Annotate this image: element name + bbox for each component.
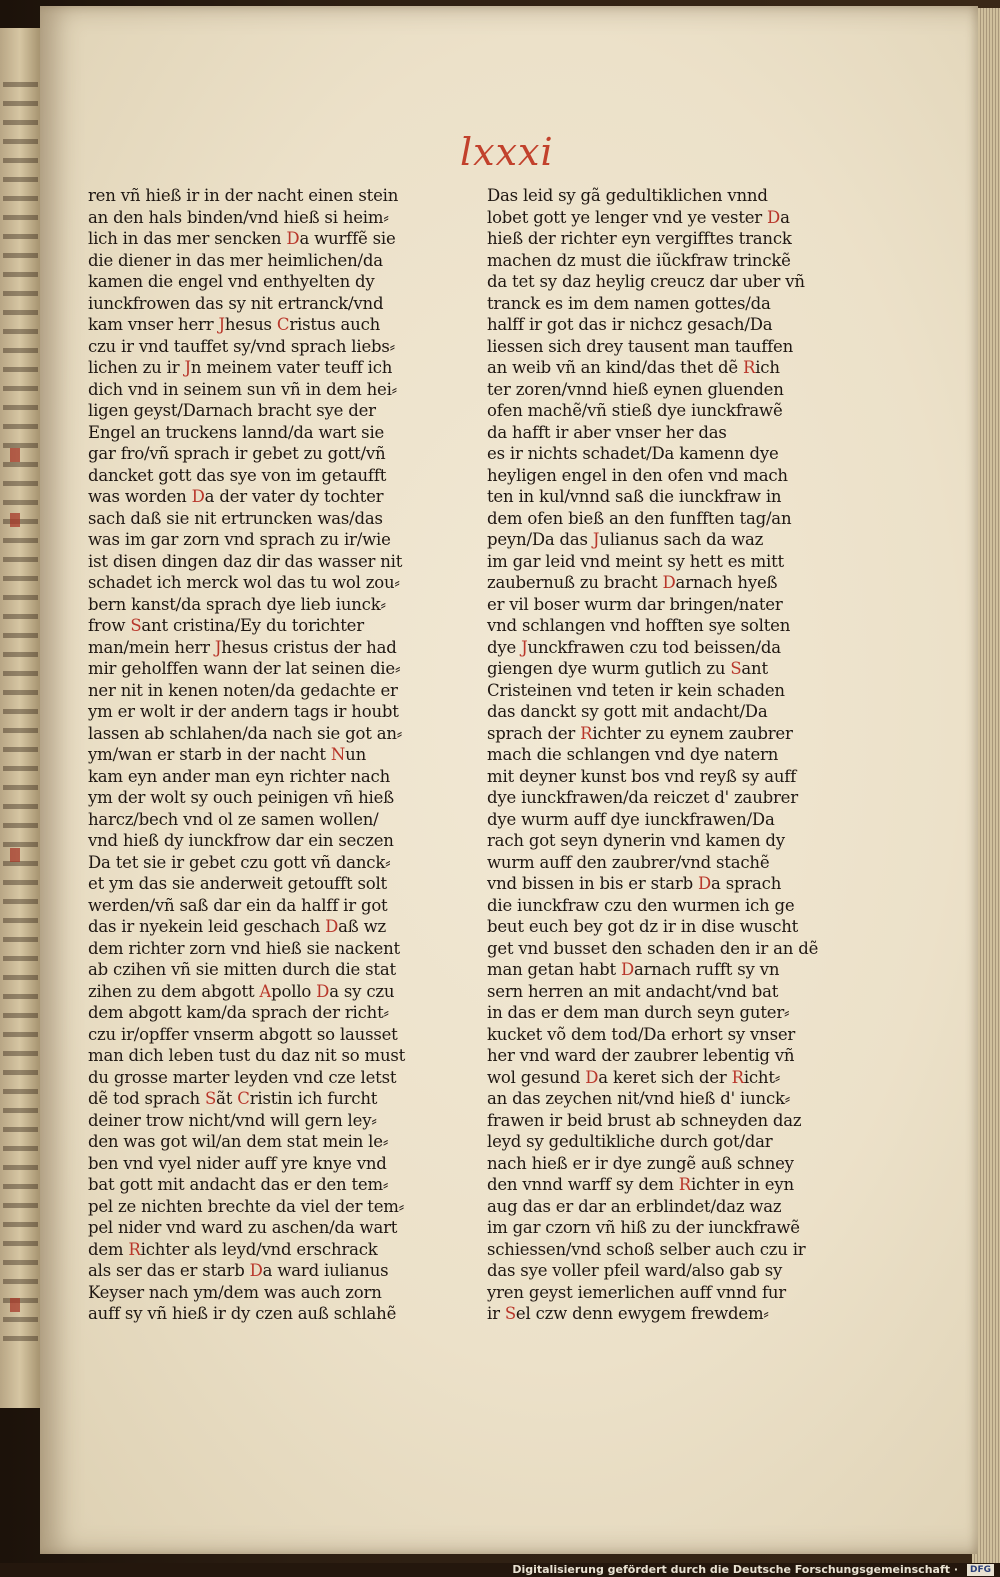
text-line: man/mein herr Jhesus cristus der had <box>88 637 397 657</box>
text-line: ren vñ hieß ir in der nacht einen stein <box>88 186 399 205</box>
text-line: beut euch bey got dz ir in dise wuscht <box>487 917 799 936</box>
text-line: da hafft ir aber vnser her das <box>487 422 727 442</box>
text-line: dye wurm auff dye iunckfrawen/Da <box>487 809 775 829</box>
text-line: dẽ tod sprach Sãt Cristin ich furcht <box>88 1089 378 1108</box>
text-line: ten in kul/vnnd saß die iunckfraw in <box>487 487 782 506</box>
previous-page-rubric-mark <box>10 513 20 527</box>
text-line: vnd bissen in bis er starb Da sprach <box>487 874 782 893</box>
text-line: dem richter zorn vnd hieß sie nackent <box>88 938 400 958</box>
text-line: Da tet sie ir gebet czu gott vñ danck⸗ <box>88 852 391 872</box>
text-line: an weib vñ an kind/das thet dẽ Rich <box>487 358 780 377</box>
text-line: et ym das sie anderweit getoufft solt <box>88 874 387 893</box>
text-line: liessen sich drey tausent man tauffen <box>487 336 794 356</box>
text-line: pel nider vnd ward zu aschen/da wart <box>88 1218 398 1237</box>
text-line: bat gott mit andacht das er den tem⸗ <box>88 1175 389 1194</box>
text-line: werden/vñ saß dar ein da halff ir got <box>88 895 388 915</box>
text-line: yren geyst iemerlichen auff vnnd fur <box>487 1282 786 1302</box>
text-line: aug das er dar an erblindet/daz waz <box>487 1196 782 1216</box>
text-line: ter zoren/vnnd hieß eynen gluenden <box>487 379 784 399</box>
text-line: frow Sant cristina/Ey du torichter <box>88 616 364 635</box>
text-line: da tet sy daz heylig creucz dar uber vñ <box>487 272 805 291</box>
text-line: lich in das mer sencken Da wurffẽ sie <box>88 229 396 248</box>
text-line: sern herren an mit andacht/vnd bat <box>487 981 779 1001</box>
text-line: kucket võ dem tod/Da erhort sy vnser <box>487 1024 796 1044</box>
text-line: sprach der Richter zu eynem zaubrer <box>487 723 793 743</box>
text-line: schiessen/vnd schoß selber auch czu ir <box>487 1239 806 1259</box>
text-line: ym er wolt ir der andern tags ir houbt <box>88 702 399 721</box>
right-text-column <box>487 185 822 1325</box>
text-line: du grosse marter leyden vnd cze letst <box>88 1067 397 1087</box>
text-line: ner nit in kenen noten/da gedachte er <box>88 680 398 700</box>
text-line: was worden Da der vater dy tochter <box>88 487 384 506</box>
previous-page-rubric-mark <box>10 448 20 462</box>
text-line: das danckt sy gott mit andacht/Da <box>487 702 768 721</box>
text-line: das sye voller pfeil ward/also gab sy <box>487 1261 783 1280</box>
text-line: die iunckfraw czu den wurmen ich ge <box>487 895 795 915</box>
text-line: mir geholffen wann der lat seinen die⸗ <box>88 659 401 678</box>
text-line: ofen machẽ/vñ stieß dye iunckfrawẽ <box>487 401 783 420</box>
text-line: Das leid sy gã gedultiklichen vnnd <box>487 186 768 205</box>
text-line: mach die schlangen vnd dye natern <box>487 745 779 764</box>
text-line: was im gar zorn vnd sprach zu ir/wie <box>88 530 391 549</box>
previous-page-rubric-mark <box>10 848 20 862</box>
text-line: bern kanst/da sprach dye lieb iunck⸗ <box>88 594 386 614</box>
text-line: czu ir/opffer vnserm abgott so lausset <box>88 1024 398 1044</box>
text-line: get vnd busset den schaden den ir an dẽ <box>487 938 819 958</box>
text-line: hieß der richter eyn vergifftes tranck <box>487 229 792 248</box>
text-line: den vnnd warff sy dem Richter in eyn <box>487 1175 794 1194</box>
text-line: Cristeinen vnd teten ir kein schaden <box>487 680 785 700</box>
text-line: er vil boser wurm dar bringen/nater <box>487 594 783 614</box>
text-line: vnd hieß dy iunckfrow dar ein seczen <box>88 831 394 850</box>
text-line: dich vnd in seinem sun vñ in dem hei⸗ <box>88 379 397 399</box>
text-line: es ir nichts schadet/Da kamenn dye <box>487 444 779 463</box>
text-line: machen dz must die iũckfraw trinckẽ <box>487 250 791 270</box>
text-line: vnd schlangen vnd hofften sye solten <box>487 616 791 635</box>
text-line: ab czihen vñ sie mitten durch die stat <box>88 960 396 979</box>
text-line: ben vnd vyel nider auff yre knye vnd <box>88 1153 387 1173</box>
text-line: man getan habt Darnach rufft sy vn <box>487 960 780 979</box>
previous-page-rubric-mark <box>10 1298 20 1312</box>
text-line: kam vnser herr Jhesus Cristus auch <box>88 315 381 334</box>
text-line: dem ofen bieß an den funfften tag/an <box>487 508 792 528</box>
text-line: ir Sel czw denn ewygem frewdem⸗ <box>487 1304 769 1323</box>
previous-page-text-bleed <box>3 68 38 1348</box>
text-line: nach hieß er ir dye zungẽ auß schney <box>487 1153 794 1173</box>
text-line: das ir nyekein leid geschach Daß wz <box>88 917 387 936</box>
text-line: in das er dem man durch seyn guter⸗ <box>487 1003 790 1022</box>
text-line: dye iunckfrawen/da reiczet d' zaubrer <box>487 788 798 807</box>
folio-number: lxxxi <box>460 130 554 174</box>
text-line: deiner trow nicht/vnd will gern ley⸗ <box>88 1110 377 1130</box>
text-line: giengen dye wurm gutlich zu Sant <box>487 659 768 678</box>
text-line: lobet gott ye lenger vnd ye vester Da <box>487 207 790 227</box>
text-line: Keyser nach ym/dem was auch zorn <box>88 1282 382 1302</box>
text-line: dye Junckfrawen czu tod beissen/da <box>487 637 781 657</box>
text-line: halff ir got das ir nichcz gesach/Da <box>487 315 773 334</box>
text-line: ligen geyst/Darnach bracht sye der <box>88 401 376 420</box>
text-line: auff sy vñ hieß ir dy czen auß schlahẽ <box>88 1304 397 1323</box>
text-line: schadet ich merck wol das tu wol zou⸗ <box>88 573 400 592</box>
text-line: leyd sy gedultikliche durch got/dar <box>487 1132 773 1151</box>
text-line: tranck es im dem namen gottes/da <box>487 293 771 313</box>
text-line: als ser das er starb Da ward iulianus <box>88 1261 389 1280</box>
text-line: wurm auff den zaubrer/vnd stachẽ <box>487 852 770 872</box>
text-line: kamen die engel vnd enthyelten dy <box>88 272 375 291</box>
text-line: die diener in das mer heimlichen/da <box>88 250 383 270</box>
text-line: zaubernuß zu bracht Darnach hyeß <box>487 573 778 592</box>
text-line: peyn/Da das Julianus sach da waz <box>487 530 764 549</box>
text-line: harcz/bech vnd ol ze samen wollen/ <box>88 809 379 829</box>
text-line: rach got seyn dynerin vnd kamen dy <box>487 831 785 850</box>
text-line: man dich leben tust du daz nit so must <box>88 1046 406 1065</box>
text-line: an den hals binden/vnd hieß si heim⸗ <box>88 207 389 227</box>
text-line: lassen ab schlahen/da nach sie got an⸗ <box>88 723 403 743</box>
text-line: an das zeychen nit/vnd hieß d' iunck⸗ <box>487 1089 791 1108</box>
text-line: ym der wolt sy ouch peinigen vñ hieß <box>88 788 394 807</box>
text-line: zihen zu dem abgott Apollo Da sy czu <box>88 981 395 1001</box>
left-text-column <box>88 185 423 1325</box>
text-line: dancket gott das sye von im getaufft <box>88 465 387 485</box>
text-line: frawen ir beid brust ab schneyden daz <box>487 1110 802 1130</box>
text-line: Engel an truckens lannd/da wart sie <box>88 422 385 442</box>
text-line: dem abgott kam/da sprach der richt⸗ <box>88 1003 389 1022</box>
text-line: im gar leid vnd meint sy hett es mitt <box>487 551 784 571</box>
text-line: kam eyn ander man eyn richter nach <box>88 766 391 786</box>
text-line: czu ir vnd tauffet sy/vnd sprach liebs⸗ <box>88 336 395 356</box>
text-line: den was got wil/an dem stat mein le⸗ <box>88 1132 389 1151</box>
text-line: mit deyner kunst bos vnd reyß sy auff <box>487 766 797 786</box>
text-line: gar fro/vñ sprach ir gebet zu gott/vñ <box>88 444 386 463</box>
text-line: pel ze nichten brechte da viel der tem⸗ <box>88 1196 405 1216</box>
digitization-credit: Digitalisierung gefördert durch die Deutsche Forschungsgemeinschaft · <box>512 1563 958 1576</box>
text-line: lichen zu ir Jn meinem vater teuff ich <box>88 358 393 377</box>
text-line: im gar czorn vñ hiß zu der iunckfrawẽ <box>487 1218 800 1237</box>
text-line: ist disen dingen daz dir das wasser nit <box>88 551 403 571</box>
text-line: dem Richter als leyd/vnd erschrack <box>88 1239 378 1259</box>
text-line: her vnd ward der zaubrer lebentig vñ <box>487 1046 795 1065</box>
text-line: ym/wan er starb in der nacht Nun <box>88 745 367 764</box>
dfg-logo: DFG <box>967 1564 994 1576</box>
text-line: sach daß sie nit ertruncken was/das <box>88 508 383 528</box>
text-line: heyligen engel in den ofen vnd mach <box>487 465 788 485</box>
text-line: wol gesund Da keret sich der Richt⸗ <box>487 1067 781 1087</box>
text-line: iunckfrowen das sy nit ertranck/vnd <box>88 293 384 313</box>
